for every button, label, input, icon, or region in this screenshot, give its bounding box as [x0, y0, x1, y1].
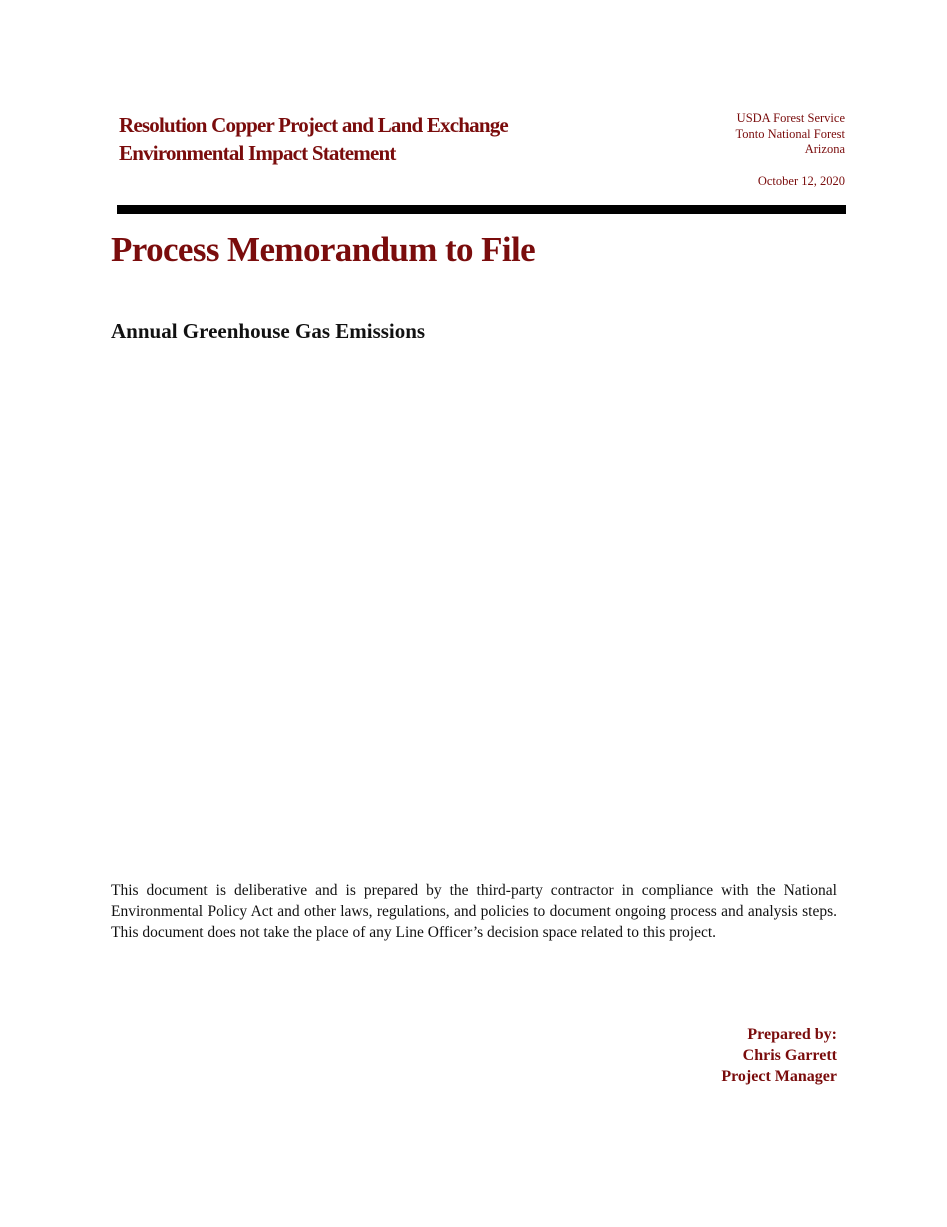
- prepared-by-block: [721, 1024, 837, 1087]
- memo-subtitle: Annual Greenhouse Gas Emissions: [111, 319, 426, 343]
- header-divider: [117, 205, 846, 214]
- agency-name: USDA Forest Service: [736, 111, 845, 125]
- agency-block: [735, 111, 845, 158]
- state-name: Arizona: [804, 142, 845, 156]
- preparer-name: Chris Garrett: [742, 1047, 837, 1064]
- project-title-line-1: Resolution Copper Project and Land Exchange: [119, 113, 508, 137]
- document-date: October 12, 2020: [757, 174, 845, 188]
- project-title-line-2: Environmental Impact Statement: [119, 141, 396, 165]
- prepared-by-label: Prepared by:: [747, 1026, 837, 1043]
- memo-title: Process Memorandum to File: [111, 230, 536, 269]
- disclaimer-paragraph: This document is deliberative and is prepared by the third-party contractor in compliance with the National Environmental Policy Act and other laws, regulations, and policies to document ongoing process and analysis steps. This document does not take the place of any Line Officer’s decision space related to this project.: [111, 882, 837, 941]
- project-title: [119, 111, 589, 167]
- preparer-role: Project Manager: [721, 1068, 837, 1085]
- forest-name: Tonto National Forest: [735, 126, 845, 141]
